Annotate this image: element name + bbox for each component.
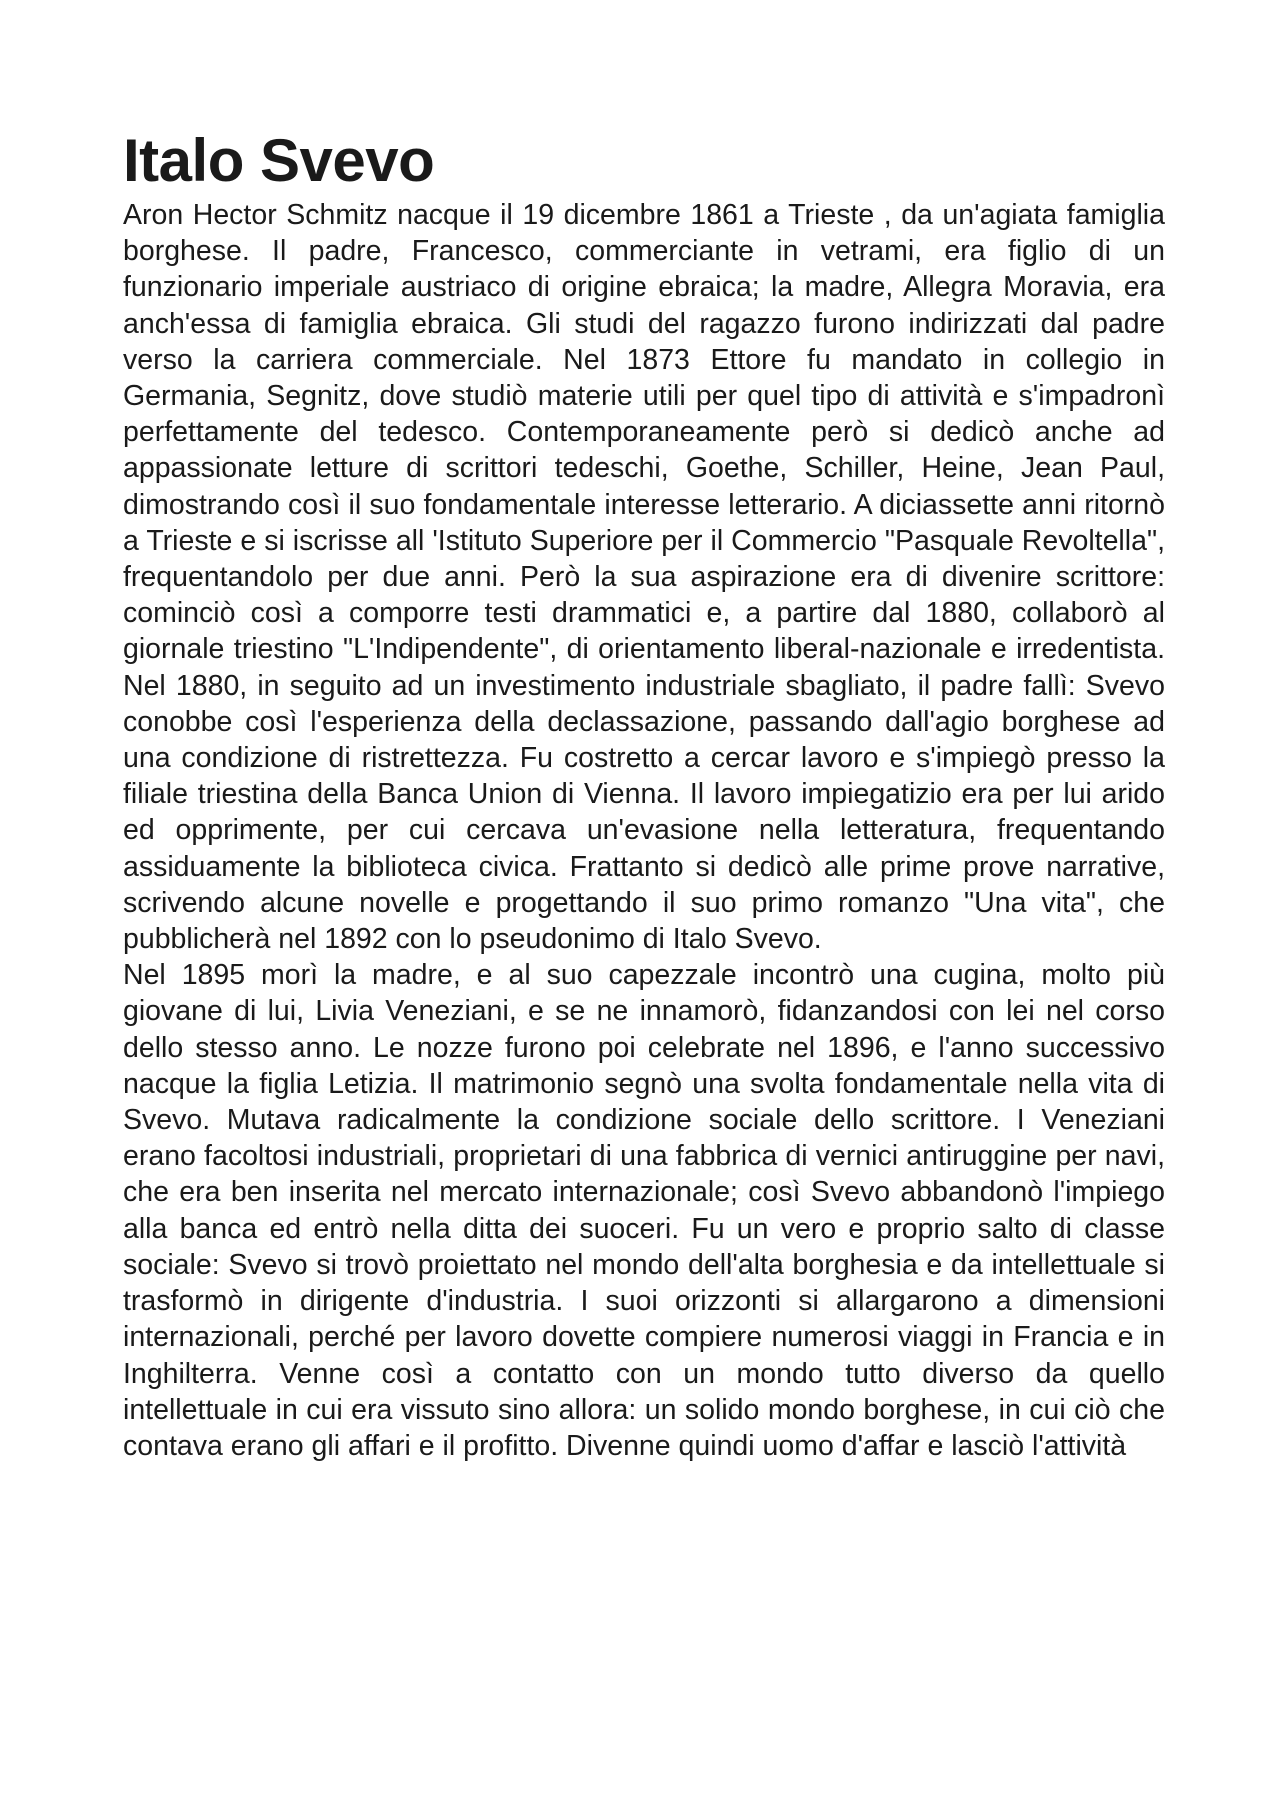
paragraph-marriage: Nel 1895 morì la madre, e al suo capezzale incontrò una cugina, molto più giovane di lui, Livia Veneziani, e se ne innamorò, fidanzandosi con lei nel corso dello stesso anno. Le nozze furono poi celebrate nel 1896, e l'anno successivo nacque la figlia Letizia. Il matrimonio segnò una svolta fondamentale nella vita di Svevo. Mutava radicalmente la condizione sociale dello scrittore. I Veneziani erano facoltosi industriali, proprietari di una fabbrica di vernici antiruggine per navi, che era ben inserita nel mercato internazionale; così Svevo abbandonò l'impiego alla banca ed entrò nella ditta dei suoceri. Fu un vero e proprio salto di classe sociale: Svevo si trovò proiettato nel mondo dell'alta borghesia e da intellettuale si trasformò in dirigente d'industria. I suoi orizzonti si allargarono a dimensioni internazionali, perché per lavoro dovette compiere numerosi viaggi in Francia e in Inghilterra. Venne così a contatto con un mondo tutto diverso da quello intellettuale in cui era vissuto sino allora: un solido mondo borghese, in cui ciò che contava erano gli affari e il profitto. Divenne quindi uomo d'affar e lasciò l'attività (123, 959, 1165, 1462)
document-title: Italo Svevo (123, 127, 435, 194)
document-page (123, 125, 1165, 1464)
paragraph-early-life: Aron Hector Schmitz nacque il 19 dicembre 1861 a Trieste , da un'agiata famiglia borghese. Il padre, Francesco, commerciante in vetrami, era figlio di un funzionario imperiale austriaco di origine ebraica; la madre, Allegra Moravia, era anch'essa di famiglia ebraica. Gli studi del ragazzo furono indirizzati dal padre verso la carriera commerciale. Nel 1873 Ettore fu mandato in collegio in Germania, Segnitz, dove studiò materie utili per quel tipo di attività e s'impadronì perfettamente del tedesco. Contemporaneamente però si dedicò anche ad appassionate letture di scrittori tedeschi, Goethe, Schiller, Heine, Jean Paul, dimostrando così il suo fondamentale interesse letterario. A diciassette anni ritornò a Trieste e si iscrisse all 'Istituto Superiore per il Commercio "Pasquale Revoltella", frequentandolo per due anni. Però la sua aspirazione era di divenire scrittore: cominciò così a comporre testi drammatici e, a partire dal 1880, collaborò al giornale triestino "L'Indipendente", di orientamento liberal-nazionale e irredentista. Nel 1880, in seguito ad un investimento industriale sbagliato, il padre fallì: Svevo conobbe così l'esperienza della declassazione, passando dall'agio borghese ad una condizione di ristrettezza. Fu costretto a cercar lavoro e s'impiegò presso la filiale triestina della Banca Union di Vienna. Il lavoro impiegatizio era per lui arido ed opprimente, per cui cercava un'evasione nella letteratura, frequentando assiduamente la biblioteca civica. Frattanto si dedicò alle prime prove narrative, scrivendo alcune novelle e progettando il suo primo romanzo "Una vita", che pubblicherà nel 1892 con lo pseudonimo di Italo Svevo. (123, 199, 1165, 956)
